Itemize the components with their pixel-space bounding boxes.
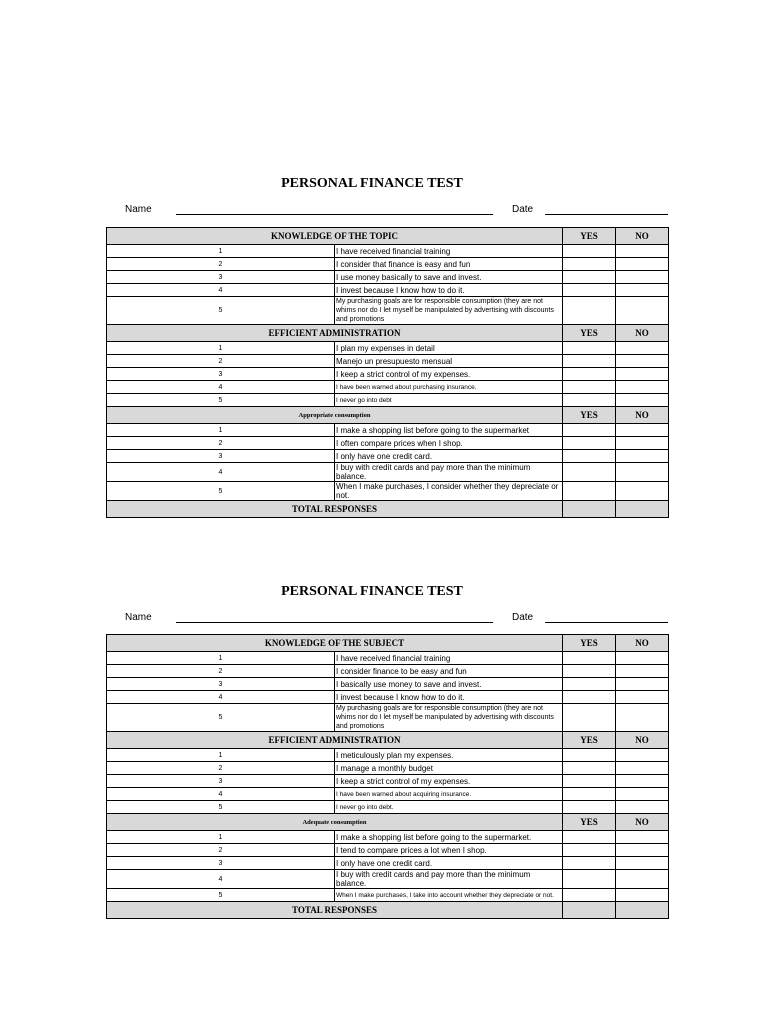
question-text: I basically use money to save and invest. xyxy=(335,678,563,691)
question-number: 1 xyxy=(107,342,335,355)
yes-answer-cell[interactable] xyxy=(563,870,616,889)
no-header: NO xyxy=(616,635,669,652)
yes-answer-cell[interactable] xyxy=(563,691,616,704)
yes-answer-cell[interactable] xyxy=(563,857,616,870)
no-answer-cell[interactable] xyxy=(616,394,669,407)
question-number: 3 xyxy=(107,857,335,870)
question-number: 5 xyxy=(107,704,335,732)
question-row xyxy=(107,450,669,463)
question-text: I keep a strict control of my expenses. xyxy=(335,368,563,381)
question-number: 2 xyxy=(107,844,335,857)
no-answer-cell[interactable] xyxy=(616,678,669,691)
no-answer-cell[interactable] xyxy=(616,749,669,762)
question-text: I meticulously plan my expenses. xyxy=(335,749,563,762)
question-text: I plan my expenses in detail xyxy=(335,342,563,355)
question-row xyxy=(107,857,669,870)
no-answer-cell[interactable] xyxy=(616,762,669,775)
no-answer-cell[interactable] xyxy=(616,381,669,394)
section-header xyxy=(107,814,669,831)
yes-answer-cell[interactable] xyxy=(563,831,616,844)
question-row xyxy=(107,762,669,775)
question-text: When I make purchases, I take into account whether they depreciate or not. xyxy=(335,889,563,902)
yes-header: YES xyxy=(563,814,616,831)
question-number: 2 xyxy=(107,437,335,450)
total-row xyxy=(107,902,669,919)
form-title: PERSONAL FINANCE TEST xyxy=(281,584,463,599)
question-number: 4 xyxy=(107,463,335,482)
no-header: NO xyxy=(616,407,669,424)
question-row xyxy=(107,394,669,407)
name-field[interactable] xyxy=(176,214,493,215)
question-number: 1 xyxy=(107,424,335,437)
question-row xyxy=(107,297,669,325)
question-text: I invest because I know how to do it. xyxy=(335,691,563,704)
question-number: 4 xyxy=(107,691,335,704)
question-row xyxy=(107,424,669,437)
yes-answer-cell[interactable] xyxy=(563,775,616,788)
question-text: I make a shopping list before going to the supermarket. xyxy=(335,831,563,844)
question-number: 4 xyxy=(107,788,335,801)
question-number: 5 xyxy=(107,889,335,902)
section-title: EFFICIENT ADMINISTRATION xyxy=(107,732,563,749)
no-answer-cell[interactable] xyxy=(616,652,669,665)
no-total-cell[interactable] xyxy=(616,902,669,919)
yes-answer-cell[interactable] xyxy=(563,665,616,678)
yes-answer-cell[interactable] xyxy=(563,355,616,368)
question-number: 4 xyxy=(107,870,335,889)
question-row xyxy=(107,870,669,889)
no-answer-cell[interactable] xyxy=(616,424,669,437)
yes-answer-cell[interactable] xyxy=(563,652,616,665)
name-label: Name xyxy=(125,204,152,215)
question-number: 5 xyxy=(107,801,335,814)
total-label: TOTAL RESPONSES xyxy=(107,501,563,518)
question-row xyxy=(107,704,669,732)
yes-answer-cell[interactable] xyxy=(563,762,616,775)
no-answer-cell[interactable] xyxy=(616,482,669,501)
section-title: Appropriate consumption xyxy=(107,407,563,424)
question-text: I have received financial training xyxy=(335,652,563,665)
question-text: I use money basically to save and invest. xyxy=(335,271,563,284)
no-header: NO xyxy=(616,732,669,749)
question-row xyxy=(107,665,669,678)
yes-answer-cell[interactable] xyxy=(563,463,616,482)
question-number: 3 xyxy=(107,775,335,788)
total-row xyxy=(107,501,669,518)
question-row xyxy=(107,749,669,762)
question-number: 5 xyxy=(107,394,335,407)
question-number: 1 xyxy=(107,245,335,258)
question-number: 2 xyxy=(107,665,335,678)
question-row xyxy=(107,831,669,844)
no-header: NO xyxy=(616,228,669,245)
question-text: I have received financial training xyxy=(335,245,563,258)
no-answer-cell[interactable] xyxy=(616,284,669,297)
question-row xyxy=(107,381,669,394)
no-answer-cell[interactable] xyxy=(616,801,669,814)
question-number: 5 xyxy=(107,297,335,325)
yes-header: YES xyxy=(563,228,616,245)
section-header xyxy=(107,228,669,245)
question-row xyxy=(107,355,669,368)
no-answer-cell[interactable] xyxy=(616,342,669,355)
question-text: I manage a monthly budget xyxy=(335,762,563,775)
question-row xyxy=(107,258,669,271)
yes-answer-cell[interactable] xyxy=(563,258,616,271)
question-number: 2 xyxy=(107,762,335,775)
no-header: NO xyxy=(616,814,669,831)
question-text: I invest because I know how to do it. xyxy=(335,284,563,297)
question-text: I make a shopping list before going to the supermarket xyxy=(335,424,563,437)
no-answer-cell[interactable] xyxy=(616,450,669,463)
question-number: 1 xyxy=(107,831,335,844)
question-row xyxy=(107,691,669,704)
total-label: TOTAL RESPONSES xyxy=(107,902,563,919)
questionnaire-table xyxy=(106,227,669,518)
no-total-cell[interactable] xyxy=(616,501,669,518)
no-answer-cell[interactable] xyxy=(616,245,669,258)
question-row xyxy=(107,271,669,284)
no-answer-cell[interactable] xyxy=(616,788,669,801)
section-header xyxy=(107,407,669,424)
question-row xyxy=(107,844,669,857)
section-title: EFFICIENT ADMINISTRATION xyxy=(107,325,563,342)
form-title: PERSONAL FINANCE TEST xyxy=(281,176,463,191)
question-number: 2 xyxy=(107,355,335,368)
no-answer-cell[interactable] xyxy=(616,258,669,271)
section-header xyxy=(107,635,669,652)
question-number: 1 xyxy=(107,749,335,762)
question-text: I often compare prices when I shop. xyxy=(335,437,563,450)
yes-answer-cell[interactable] xyxy=(563,381,616,394)
yes-answer-cell[interactable] xyxy=(563,394,616,407)
question-row xyxy=(107,245,669,258)
section-header xyxy=(107,325,669,342)
question-row xyxy=(107,775,669,788)
question-row xyxy=(107,342,669,355)
no-answer-cell[interactable] xyxy=(616,870,669,889)
yes-answer-cell[interactable] xyxy=(563,749,616,762)
question-text: I have been warned about acquiring insurance. xyxy=(335,788,563,801)
yes-answer-cell[interactable] xyxy=(563,801,616,814)
date-field[interactable] xyxy=(545,214,668,215)
question-number: 3 xyxy=(107,678,335,691)
yes-answer-cell[interactable] xyxy=(563,342,616,355)
yes-answer-cell[interactable] xyxy=(563,678,616,691)
yes-total-cell[interactable] xyxy=(563,902,616,919)
yes-answer-cell[interactable] xyxy=(563,450,616,463)
question-number: 3 xyxy=(107,271,335,284)
question-row xyxy=(107,678,669,691)
question-row xyxy=(107,463,669,482)
question-text: I have been warned about purchasing insurance. xyxy=(335,381,563,394)
question-text: I only have one credit card. xyxy=(335,450,563,463)
no-answer-cell[interactable] xyxy=(616,297,669,325)
question-number: 1 xyxy=(107,652,335,665)
section-title: Adequate consumption xyxy=(107,814,563,831)
question-row xyxy=(107,437,669,450)
question-row xyxy=(107,284,669,297)
yes-answer-cell[interactable] xyxy=(563,788,616,801)
section-title: KNOWLEDGE OF THE TOPIC xyxy=(107,228,563,245)
question-text: I consider that finance is easy and fun xyxy=(335,258,563,271)
question-text: I tend to compare prices a lot when I shop. xyxy=(335,844,563,857)
yes-answer-cell[interactable] xyxy=(563,424,616,437)
question-row xyxy=(107,801,669,814)
question-number: 5 xyxy=(107,482,335,501)
no-answer-cell[interactable] xyxy=(616,704,669,732)
question-number: 3 xyxy=(107,450,335,463)
no-answer-cell[interactable] xyxy=(616,775,669,788)
date-label: Date xyxy=(512,612,534,623)
question-number: 2 xyxy=(107,258,335,271)
no-answer-cell[interactable] xyxy=(616,665,669,678)
name-field[interactable] xyxy=(176,622,493,623)
question-text: I never go into debt xyxy=(335,394,563,407)
question-number: 4 xyxy=(107,381,335,394)
question-text: I buy with credit cards and pay more than the minimum balance. xyxy=(335,870,563,889)
questionnaire-table xyxy=(106,634,669,919)
yes-answer-cell[interactable] xyxy=(563,297,616,325)
question-row xyxy=(107,482,669,501)
question-text: I consider finance to be easy and fun xyxy=(335,665,563,678)
yes-answer-cell[interactable] xyxy=(563,482,616,501)
yes-header: YES xyxy=(563,407,616,424)
question-text: My purchasing goals are for responsible consumption (they are not whims nor do I let myself be manipulated by advertising with discounts and promotions xyxy=(335,704,563,732)
question-row xyxy=(107,652,669,665)
yes-total-cell[interactable] xyxy=(563,501,616,518)
no-answer-cell[interactable] xyxy=(616,368,669,381)
no-answer-cell[interactable] xyxy=(616,355,669,368)
no-answer-cell[interactable] xyxy=(616,857,669,870)
question-row xyxy=(107,788,669,801)
no-answer-cell[interactable] xyxy=(616,271,669,284)
yes-answer-cell[interactable] xyxy=(563,844,616,857)
yes-answer-cell[interactable] xyxy=(563,271,616,284)
name-label: Name xyxy=(125,612,152,623)
yes-answer-cell[interactable] xyxy=(563,437,616,450)
question-text: My purchasing goals are for responsible consumption (they are not whims nor do I let myself be manipulated by advertising with discounts and promotions xyxy=(335,297,563,325)
no-answer-cell[interactable] xyxy=(616,844,669,857)
yes-answer-cell[interactable] xyxy=(563,704,616,732)
section-header xyxy=(107,732,669,749)
question-text: Manejo un presupuesto mensual xyxy=(335,355,563,368)
section-title: KNOWLEDGE OF THE SUBJECT xyxy=(107,635,563,652)
question-text: I keep a strict control of my expenses. xyxy=(335,775,563,788)
question-text: When I make purchases, I consider whether they depreciate or not. xyxy=(335,482,563,501)
yes-header: YES xyxy=(563,325,616,342)
no-answer-cell[interactable] xyxy=(616,463,669,482)
question-text: I buy with credit cards and pay more than the minimum balance. xyxy=(335,463,563,482)
no-answer-cell[interactable] xyxy=(616,831,669,844)
yes-header: YES xyxy=(563,635,616,652)
date-field[interactable] xyxy=(545,622,668,623)
yes-answer-cell[interactable] xyxy=(563,368,616,381)
no-answer-cell[interactable] xyxy=(616,437,669,450)
yes-header: YES xyxy=(563,732,616,749)
question-text: I only have one credit card. xyxy=(335,857,563,870)
no-header: NO xyxy=(616,325,669,342)
yes-answer-cell[interactable] xyxy=(563,889,616,902)
question-number: 3 xyxy=(107,368,335,381)
question-row xyxy=(107,889,669,902)
yes-answer-cell[interactable] xyxy=(563,284,616,297)
question-text: I never go into debt. xyxy=(335,801,563,814)
date-label: Date xyxy=(512,204,534,215)
question-row xyxy=(107,368,669,381)
question-number: 4 xyxy=(107,284,335,297)
yes-answer-cell[interactable] xyxy=(563,245,616,258)
no-answer-cell[interactable] xyxy=(616,691,669,704)
no-answer-cell[interactable] xyxy=(616,889,669,902)
